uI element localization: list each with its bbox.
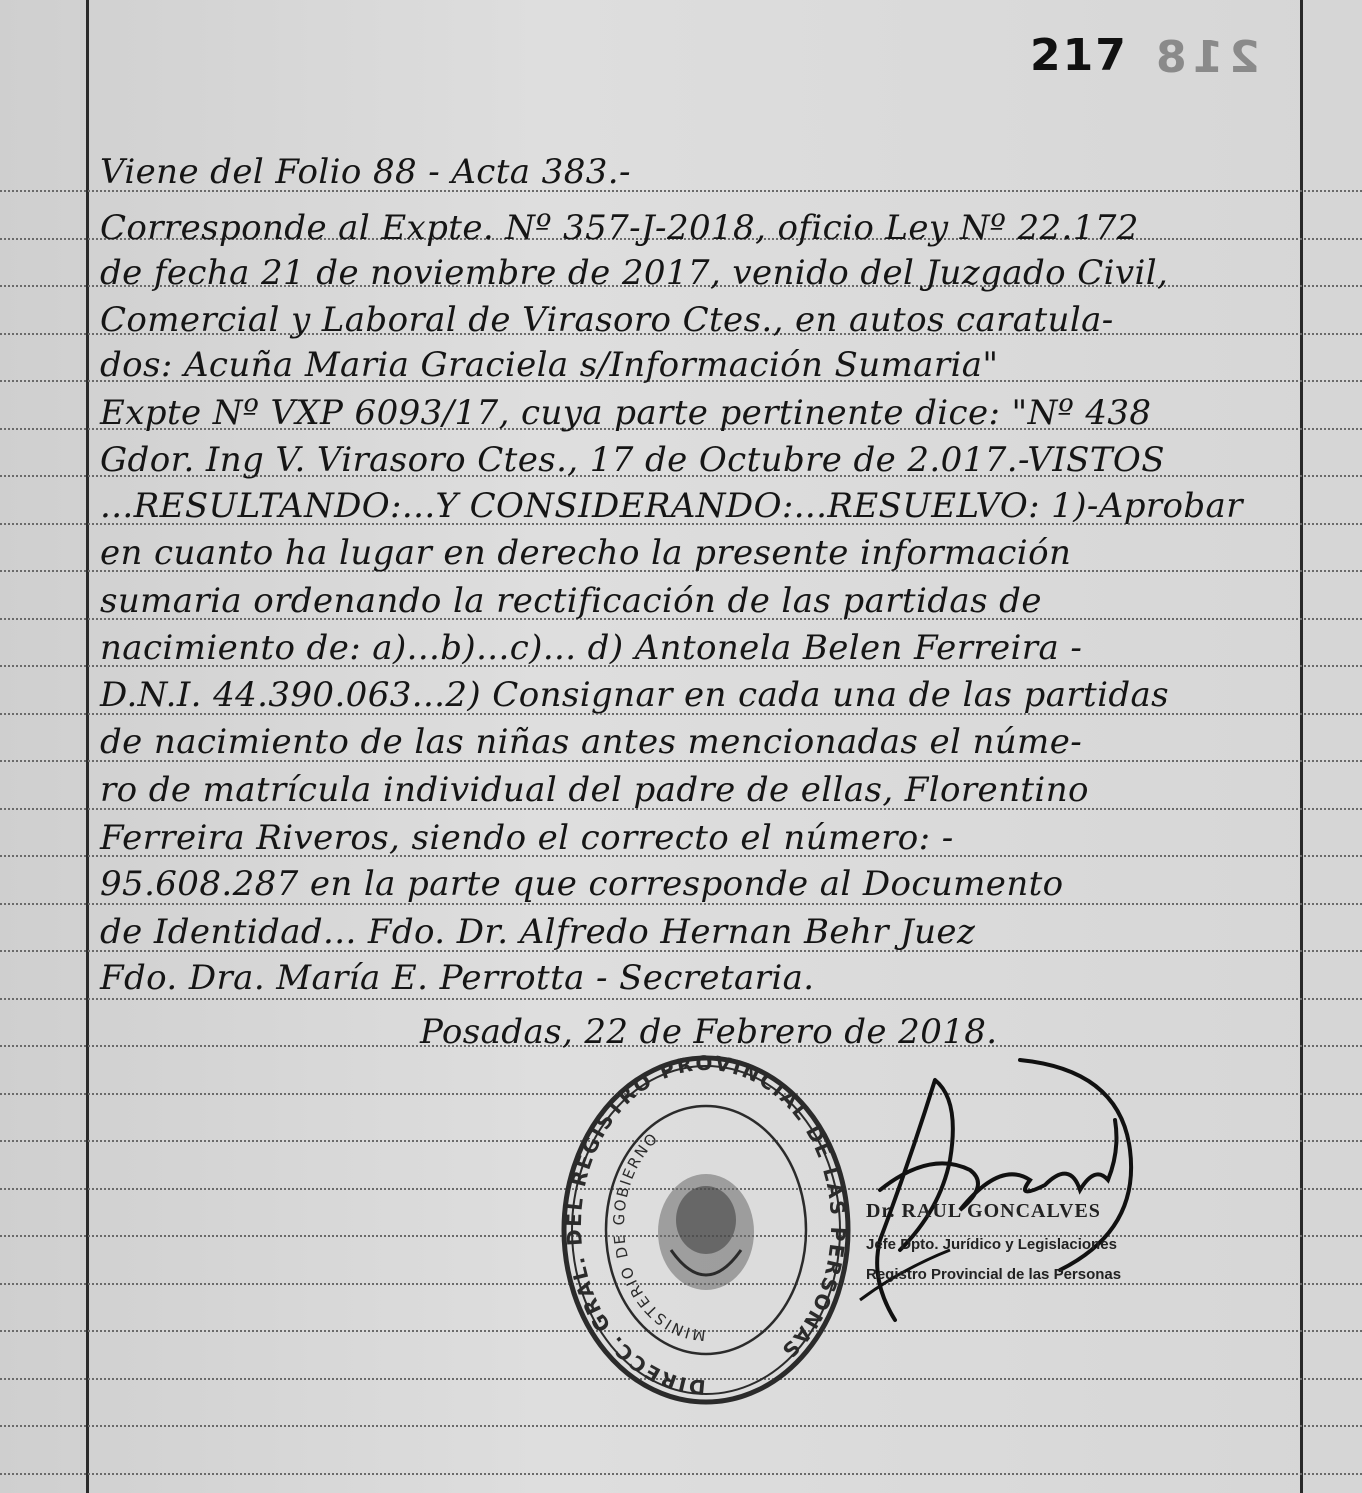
ruled-line — [0, 998, 1362, 1000]
right-margin-line — [1300, 0, 1303, 1493]
handwritten-line: Viene del Folio 88 - Acta 383.- — [100, 152, 631, 192]
handwritten-line: ...RESULTANDO:...Y CONSIDERANDO:...RESUELVO: 1)-Aprobar — [100, 486, 1243, 526]
handwritten-line: Corresponde al Expte. Nº 357-J-2018, oficio Ley Nº 22.172 — [100, 208, 1139, 248]
handwritten-line: de fecha 21 de noviembre de 2017, venido del Juzgado Civil, — [100, 253, 1169, 293]
signature-icon — [840, 1040, 1140, 1350]
coat-of-arms-icon — [658, 1174, 754, 1290]
signatory-organization: Registro Provincial de las Personas — [866, 1266, 1122, 1283]
ruled-line — [0, 1473, 1362, 1475]
official-seal — [556, 1050, 856, 1410]
seal-outer-text: DIRECC. GRAL. DEL REGISTRO PROVINCIAL DE LAS PERSONAS — [561, 1050, 851, 1400]
handwritten-line: nacimiento de: a)...b)...c)... d) Antonela Belen Ferreira - — [100, 628, 1083, 668]
handwritten-line: Expte Nº VXP 6093/17, cuya parte pertinente dice: "Nº 438 — [100, 393, 1152, 433]
folio-number-bleedthrough: 218 — [1150, 32, 1260, 83]
handwritten-line: de nacimiento de las niñas antes mencionadas el núme- — [100, 722, 1083, 762]
handwritten-line: Fdo. Dra. María E. Perrotta - Secretaria. — [100, 958, 815, 998]
handwritten-line: Comercial y Laboral de Virasoro Ctes., en autos caratula- — [100, 300, 1114, 340]
handwritten-line: D.N.I. 44.390.063...2) Consignar en cada una de las partidas — [100, 675, 1170, 715]
left-margin-line — [86, 0, 89, 1493]
handwritten-line: sumaria ordenando la rectificación de las partidas de — [100, 581, 1042, 621]
ruled-line — [0, 1425, 1362, 1427]
handwritten-line: ro de matrícula individual del padre de ellas, Florentino — [100, 770, 1089, 810]
seal-inner-text: MINISTERIO DE GOBIERNO — [609, 1128, 707, 1345]
date-place-line: Posadas, 22 de Febrero de 2018. — [420, 1012, 998, 1052]
signatory-role: Jefe Dpto. Jurídico y Legislaciones — [866, 1236, 1117, 1253]
handwritten-line: 95.608.287 en la parte que corresponde al Documento — [100, 864, 1064, 904]
handwritten-line: dos: Acuña Maria Graciela s/Información Sumaria" — [100, 345, 999, 385]
handwritten-line: de Identidad... Fdo. Dr. Alfredo Hernan Behr Juez — [100, 912, 976, 952]
folio-number: 217 — [1030, 30, 1128, 81]
handwritten-line: Gdor. Ing V. Virasoro Ctes., 17 de Octubre de 2.017.-VISTOS — [100, 440, 1165, 480]
handwritten-line: en cuanto ha lugar en derecho la presente información — [100, 533, 1072, 573]
handwritten-line: Ferreira Riveros, siendo el correcto el número: - — [100, 818, 954, 858]
signatory-name: Dr. RAUL GONCALVES — [866, 1200, 1101, 1222]
